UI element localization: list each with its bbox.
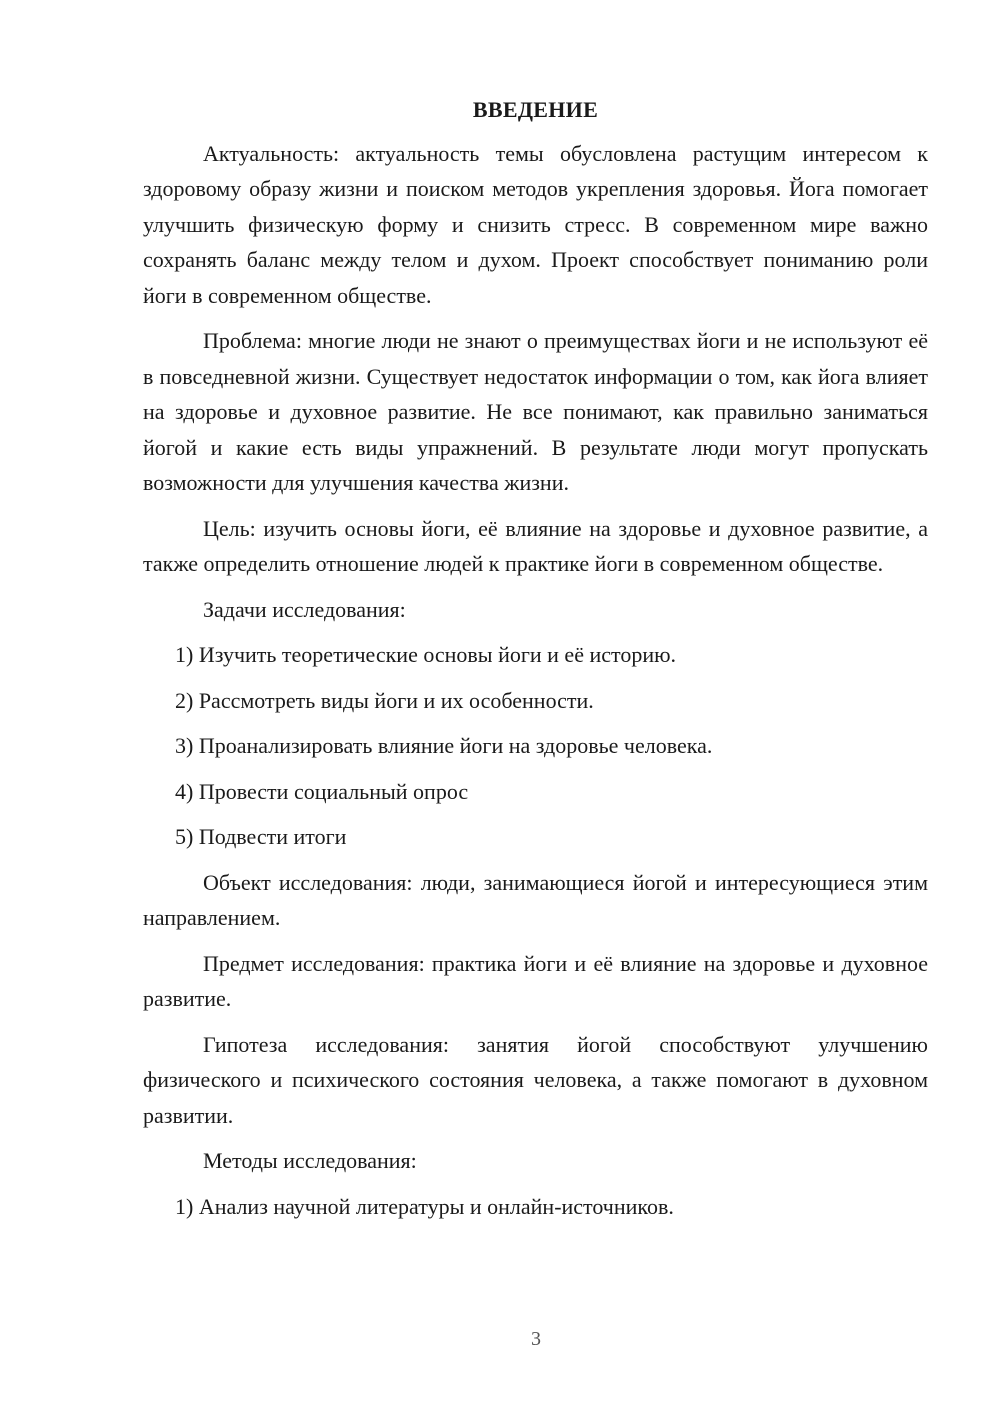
goal-paragraph: Цель: изучить основы йоги, её влияние на здоровье и духовное развитие, а также определить отношение людей к практике йоги в современном обществе.: [143, 515, 928, 576]
list-item: 1) Анализ научной литературы и онлайн-источников.: [175, 1193, 674, 1219]
hypothesis-paragraph: Гипотеза исследования: занятия йогой способствуют улучшению физического и психического состояния человека, а также помогают в духовном развитии.: [143, 1031, 928, 1128]
list-item: 1) Изучить теоретические основы йоги и её историю.: [175, 642, 677, 667]
list-item: 2) Рассмотреть виды йоги и их особенности.: [175, 687, 594, 713]
tasks-list: [143, 637, 928, 855]
relevance-paragraph: Актуальность: актуальность темы обусловлена растущим интересом к здоровому образу жизни и поиском методов укрепления здоровья. Йога помогает улучшить физическую форму и снизить стресс. В современном мире важно сохранять баланс между телом и духом. Проект способствует пониманию роли йоги в современном обществе.: [143, 140, 928, 308]
object-paragraph: Объект исследования: люди, занимающиеся йогой и интересующиеся этим направлением.: [143, 869, 928, 930]
list-item: 3) Проанализировать влияние йоги на здоровье человека.: [175, 733, 713, 758]
list-item: 4) Провести социальный опрос: [175, 778, 469, 804]
problem-paragraph: Проблема: многие люди не знают о преимуществах йоги и не используют её в повседневной жизни. Существует недостаток информации о том, как йога влияет на здоровье и духовное развитие. Не все понимают, как правильно заниматься йогой и какие есть виды упражнений. В результате люди могут пропускать возможности для улучшения качества жизни.: [143, 328, 928, 495]
tasks-heading: Задачи исследования:: [203, 596, 406, 622]
document-page: [143, 92, 928, 1234]
page-number: 3: [531, 1328, 541, 1350]
methods-heading: Методы исследования:: [203, 1148, 417, 1173]
subject-paragraph: Предмет исследования: практика йоги и её влияние на здоровье и духовное развитие.: [143, 950, 928, 1011]
list-item: 5) Подвести итоги: [175, 824, 347, 849]
page-title: ВВЕДЕНИЕ: [472, 97, 599, 122]
methods-list: [143, 1189, 928, 1225]
